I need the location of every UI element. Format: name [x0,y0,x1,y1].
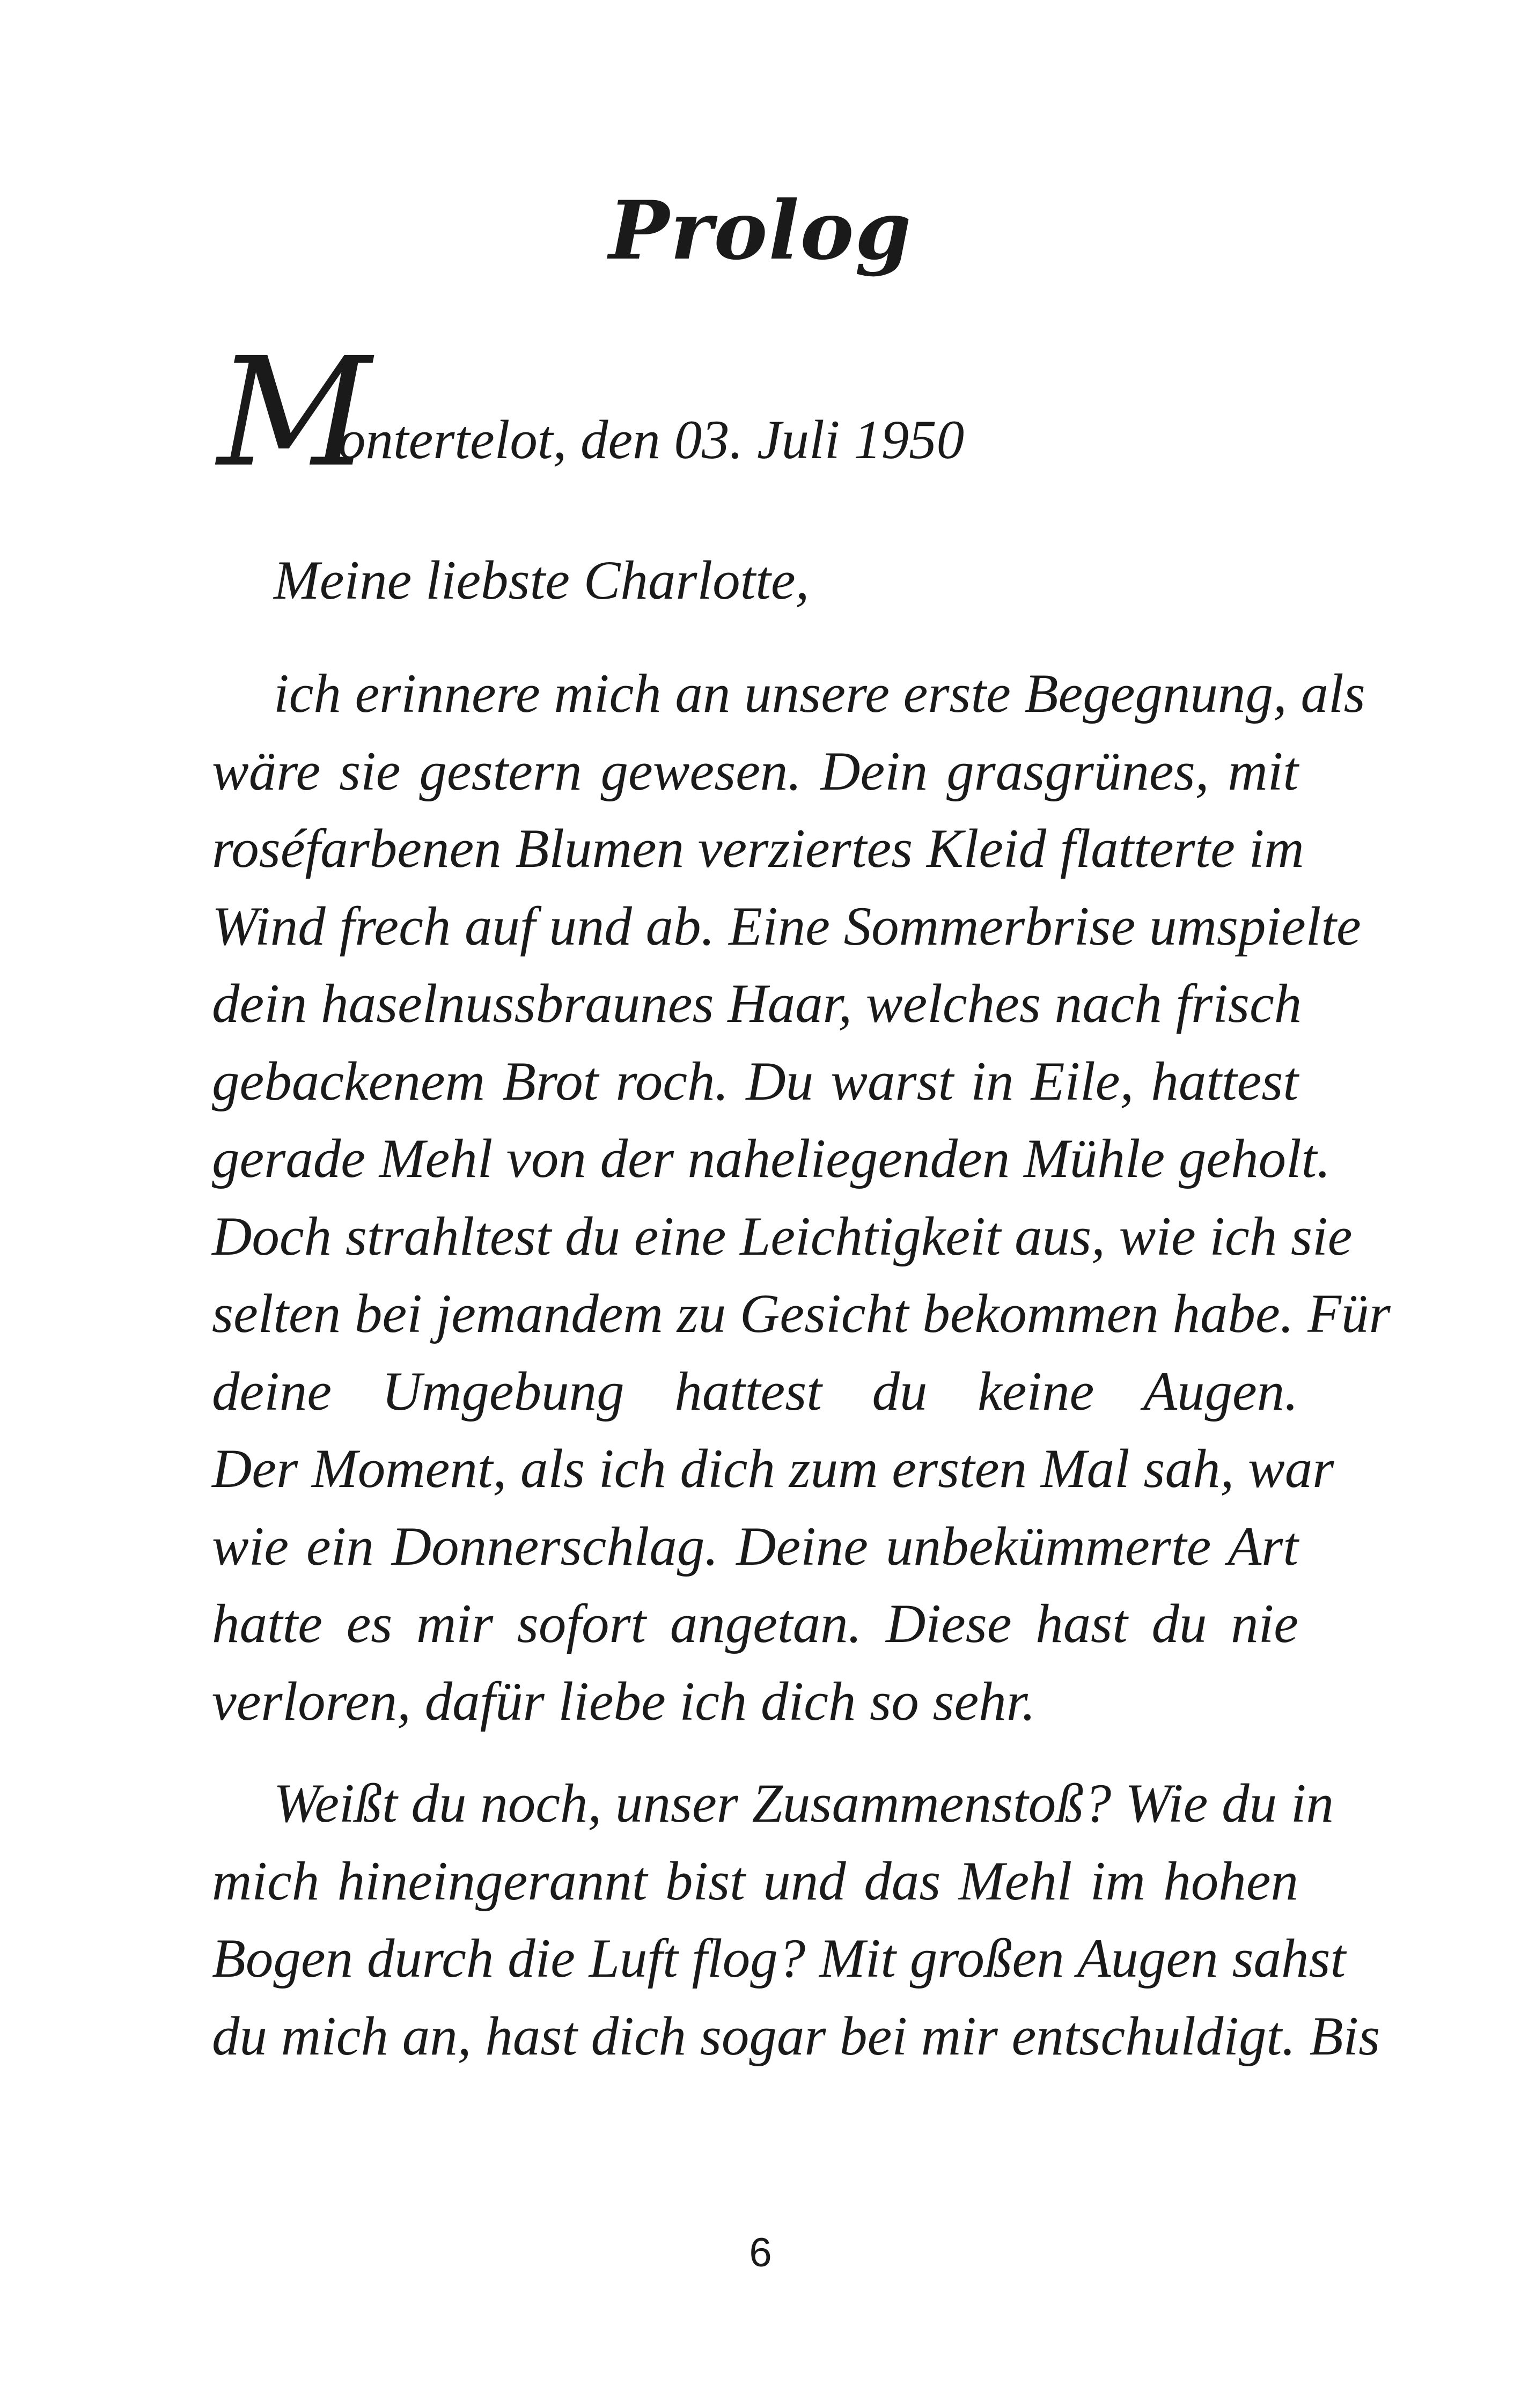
text-line: selten bei jemandem zu Gesicht bekommen habe. Für [212,1283,1391,1344]
text-line: gerade Mehl von der naheliegenden Mühle geholt. [212,1128,1331,1189]
text-line: deine Umgebung hattest du keine Augen. [212,1360,1298,1422]
text-line: gebackenem Brot roch. Du warst in Eile, hattest [212,1050,1298,1112]
text-line: du mich an, hast dich sogar bei mir entschuldigt. Bis [212,2005,1380,2067]
dateline [217,326,1290,500]
text-line: hatte es mir sofort angetan. Diese hast du nie [212,1593,1298,1654]
text-line: mich hineingerannt bist und das Mehl im hohen [212,1850,1298,1912]
text-line: Bogen durch die Luft flog? Mit großen Augen sahst [212,1928,1346,1989]
chapter-title: Prolog [608,183,913,278]
salutation: Meine liebste Charlotte, [274,550,810,611]
page-number: 6 [749,2230,772,2276]
drop-cap: M [217,326,371,500]
text-line: verloren, dafür liebe ich dich so sehr. [212,1670,1036,1732]
text-line: wie ein Donnerschlag. Deine unbekümmerte Art [212,1515,1298,1577]
text-line: ich erinnere mich an unsere erste Begegnung, als [274,663,1365,724]
paragraph [212,655,1391,1740]
text-line: Doch strahltest du eine Leichtigkeit aus, wie ich sie [212,1205,1353,1267]
text-line: dein haselnussbraunes Haar, welches nach frisch [212,973,1302,1034]
dateline-text: ontertelot, den 03. Juli 1950 [338,409,965,470]
text-line: wäre sie gestern gewesen. Dein grasgrünes, mit [212,740,1298,802]
paragraph [212,1765,1380,2075]
text-line: Weißt du noch, unser Zusammenstoß? Wie du in [274,1773,1334,1834]
text-line: roséfarbenen Blumen verziertes Kleid flatterte im [212,818,1304,879]
text-line: Wind frech auf und ab. Eine Sommerbrise umspielte [212,895,1361,957]
text-line: Der Moment, als ich dich zum ersten Mal sah, war [212,1438,1334,1499]
